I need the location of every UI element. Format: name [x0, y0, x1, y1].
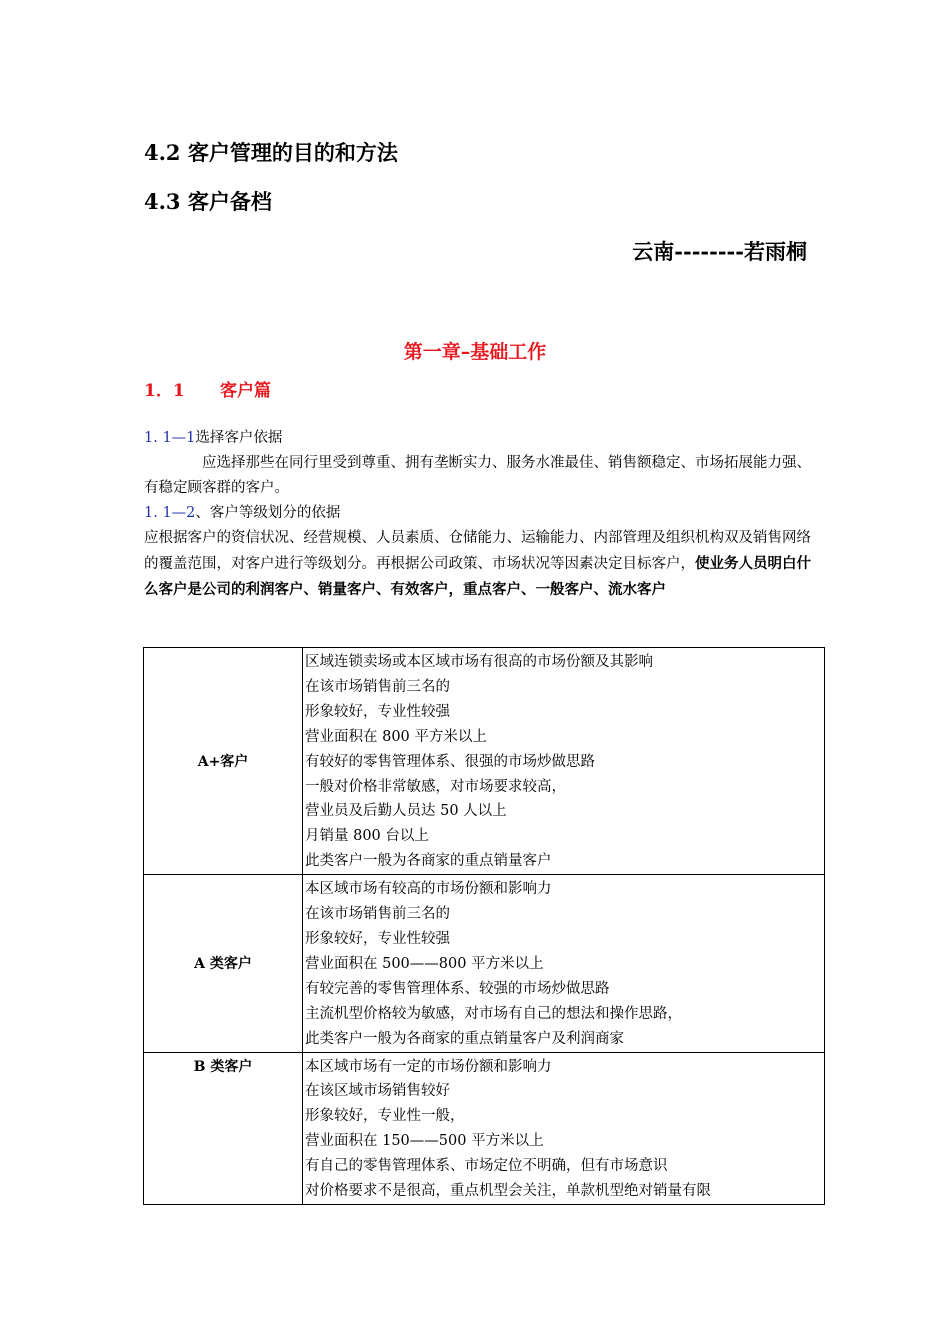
criteria-item: 此类客户一般为各商家的重点销量客户 — [305, 853, 552, 870]
subsection-2-number: 1. 1—2 — [144, 505, 196, 521]
criteria-item: 营业面积在 500——800 平方米以上 — [305, 955, 544, 972]
criteria-item: 本区域市场有一定的市场份额和影响力 — [305, 1058, 552, 1075]
criteria-item: 形象较好，专业性较强 — [305, 930, 450, 947]
grade-criteria — [303, 648, 825, 875]
body-text — [144, 426, 812, 603]
criteria-item: 形象较好，专业性较强 — [305, 703, 450, 720]
section-number: 1．1 — [144, 381, 185, 401]
grade-criteria — [303, 875, 825, 1052]
criteria-item: 营业面积在 800 平方米以上 — [305, 728, 487, 745]
criteria-item: 此类客户一般为各商家的重点销量客户及利润商家 — [305, 1030, 624, 1047]
subsection-2-bold-text: 使业务人员明白什么客户是公司的利润客户、销量客户、有效客户，重点客户、一般客户、流水客户 — [144, 555, 811, 598]
criteria-item: 有自己的零售管理体系、市场定位不明确，但有市场意识 — [305, 1158, 668, 1175]
criteria-item: 在该市场销售前三名的 — [305, 678, 450, 695]
criteria-item: 本区域市场有较高的市场份额和影响力 — [305, 881, 552, 898]
criteria-item: 有较好的零售管理体系、很强的市场炒做思路 — [305, 753, 595, 770]
section-heading — [144, 376, 271, 401]
criteria-item: 主流机型价格较为敏感，对市场有自己的想法和操作思路， — [305, 1005, 682, 1022]
subsection-2-title: 、客户等级划分的依据 — [195, 505, 341, 521]
toc-item-4-2: 4.2 客户管理的目的和方法 — [144, 140, 398, 165]
table-row — [144, 1052, 825, 1204]
criteria-item: 在该区域市场销售较好 — [305, 1083, 450, 1100]
subsection-2-paragraph — [144, 526, 812, 603]
subsection-1-number: 1. 1—1 — [144, 430, 196, 446]
section-title: 客户篇 — [220, 381, 271, 401]
criteria-item: 有较完善的零售管理体系、较强的市场炒做思路 — [305, 980, 610, 997]
grade-criteria — [303, 1052, 825, 1204]
subsection-1-heading — [144, 426, 812, 451]
author-line: 云南--------若雨桐 — [632, 239, 807, 264]
criteria-item: 区域连锁卖场或本区域市场有很高的市场份额及其影响 — [305, 654, 653, 670]
criteria-item: 对价格要求不是很高，重点机型会关注，单款机型绝对销量有限 — [305, 1183, 711, 1200]
grade-label: A+客户 — [144, 648, 303, 875]
subsection-1-title: 选择客户依据 — [195, 430, 283, 446]
table-row — [144, 648, 825, 875]
table-row — [144, 875, 825, 1052]
grade-label: B 类客户 — [144, 1052, 303, 1204]
criteria-item: 在该市场销售前三名的 — [305, 906, 450, 923]
criteria-item: 营业面积在 150——500 平方米以上 — [305, 1133, 544, 1150]
customer-grade-table — [143, 647, 825, 1205]
subsection-1-paragraph: 应选择那些在同行里受到尊重、拥有垄断实力、服务水准最佳、销售额稳定、市场拓展能力强、有稳定顾客群的客户。 — [144, 455, 811, 496]
chapter-title: 第一章–基础工作 — [403, 341, 547, 363]
grade-label: A 类客户 — [144, 875, 303, 1052]
criteria-item: 月销量 800 台以上 — [305, 828, 429, 845]
toc-item-4-3: 4.3 客户备档 — [144, 189, 272, 214]
criteria-item: 一般对价格非常敏感，对市场要求较高， — [305, 778, 566, 795]
subsection-2-text: 应根据客户的资信状况、经营规模、人员素质、仓储能力、运输能力、内部管理及组织机构双及销售网络的覆盖范围，对客户进行等级划分。再根据公司政策、市场状况等因素决定目标客户， — [144, 530, 811, 572]
criteria-item: 营业员及后勤人员达 50 人以上 — [305, 803, 507, 820]
criteria-item: 形象较好，专业性一般， — [305, 1108, 465, 1125]
subsection-2-heading — [144, 501, 812, 526]
